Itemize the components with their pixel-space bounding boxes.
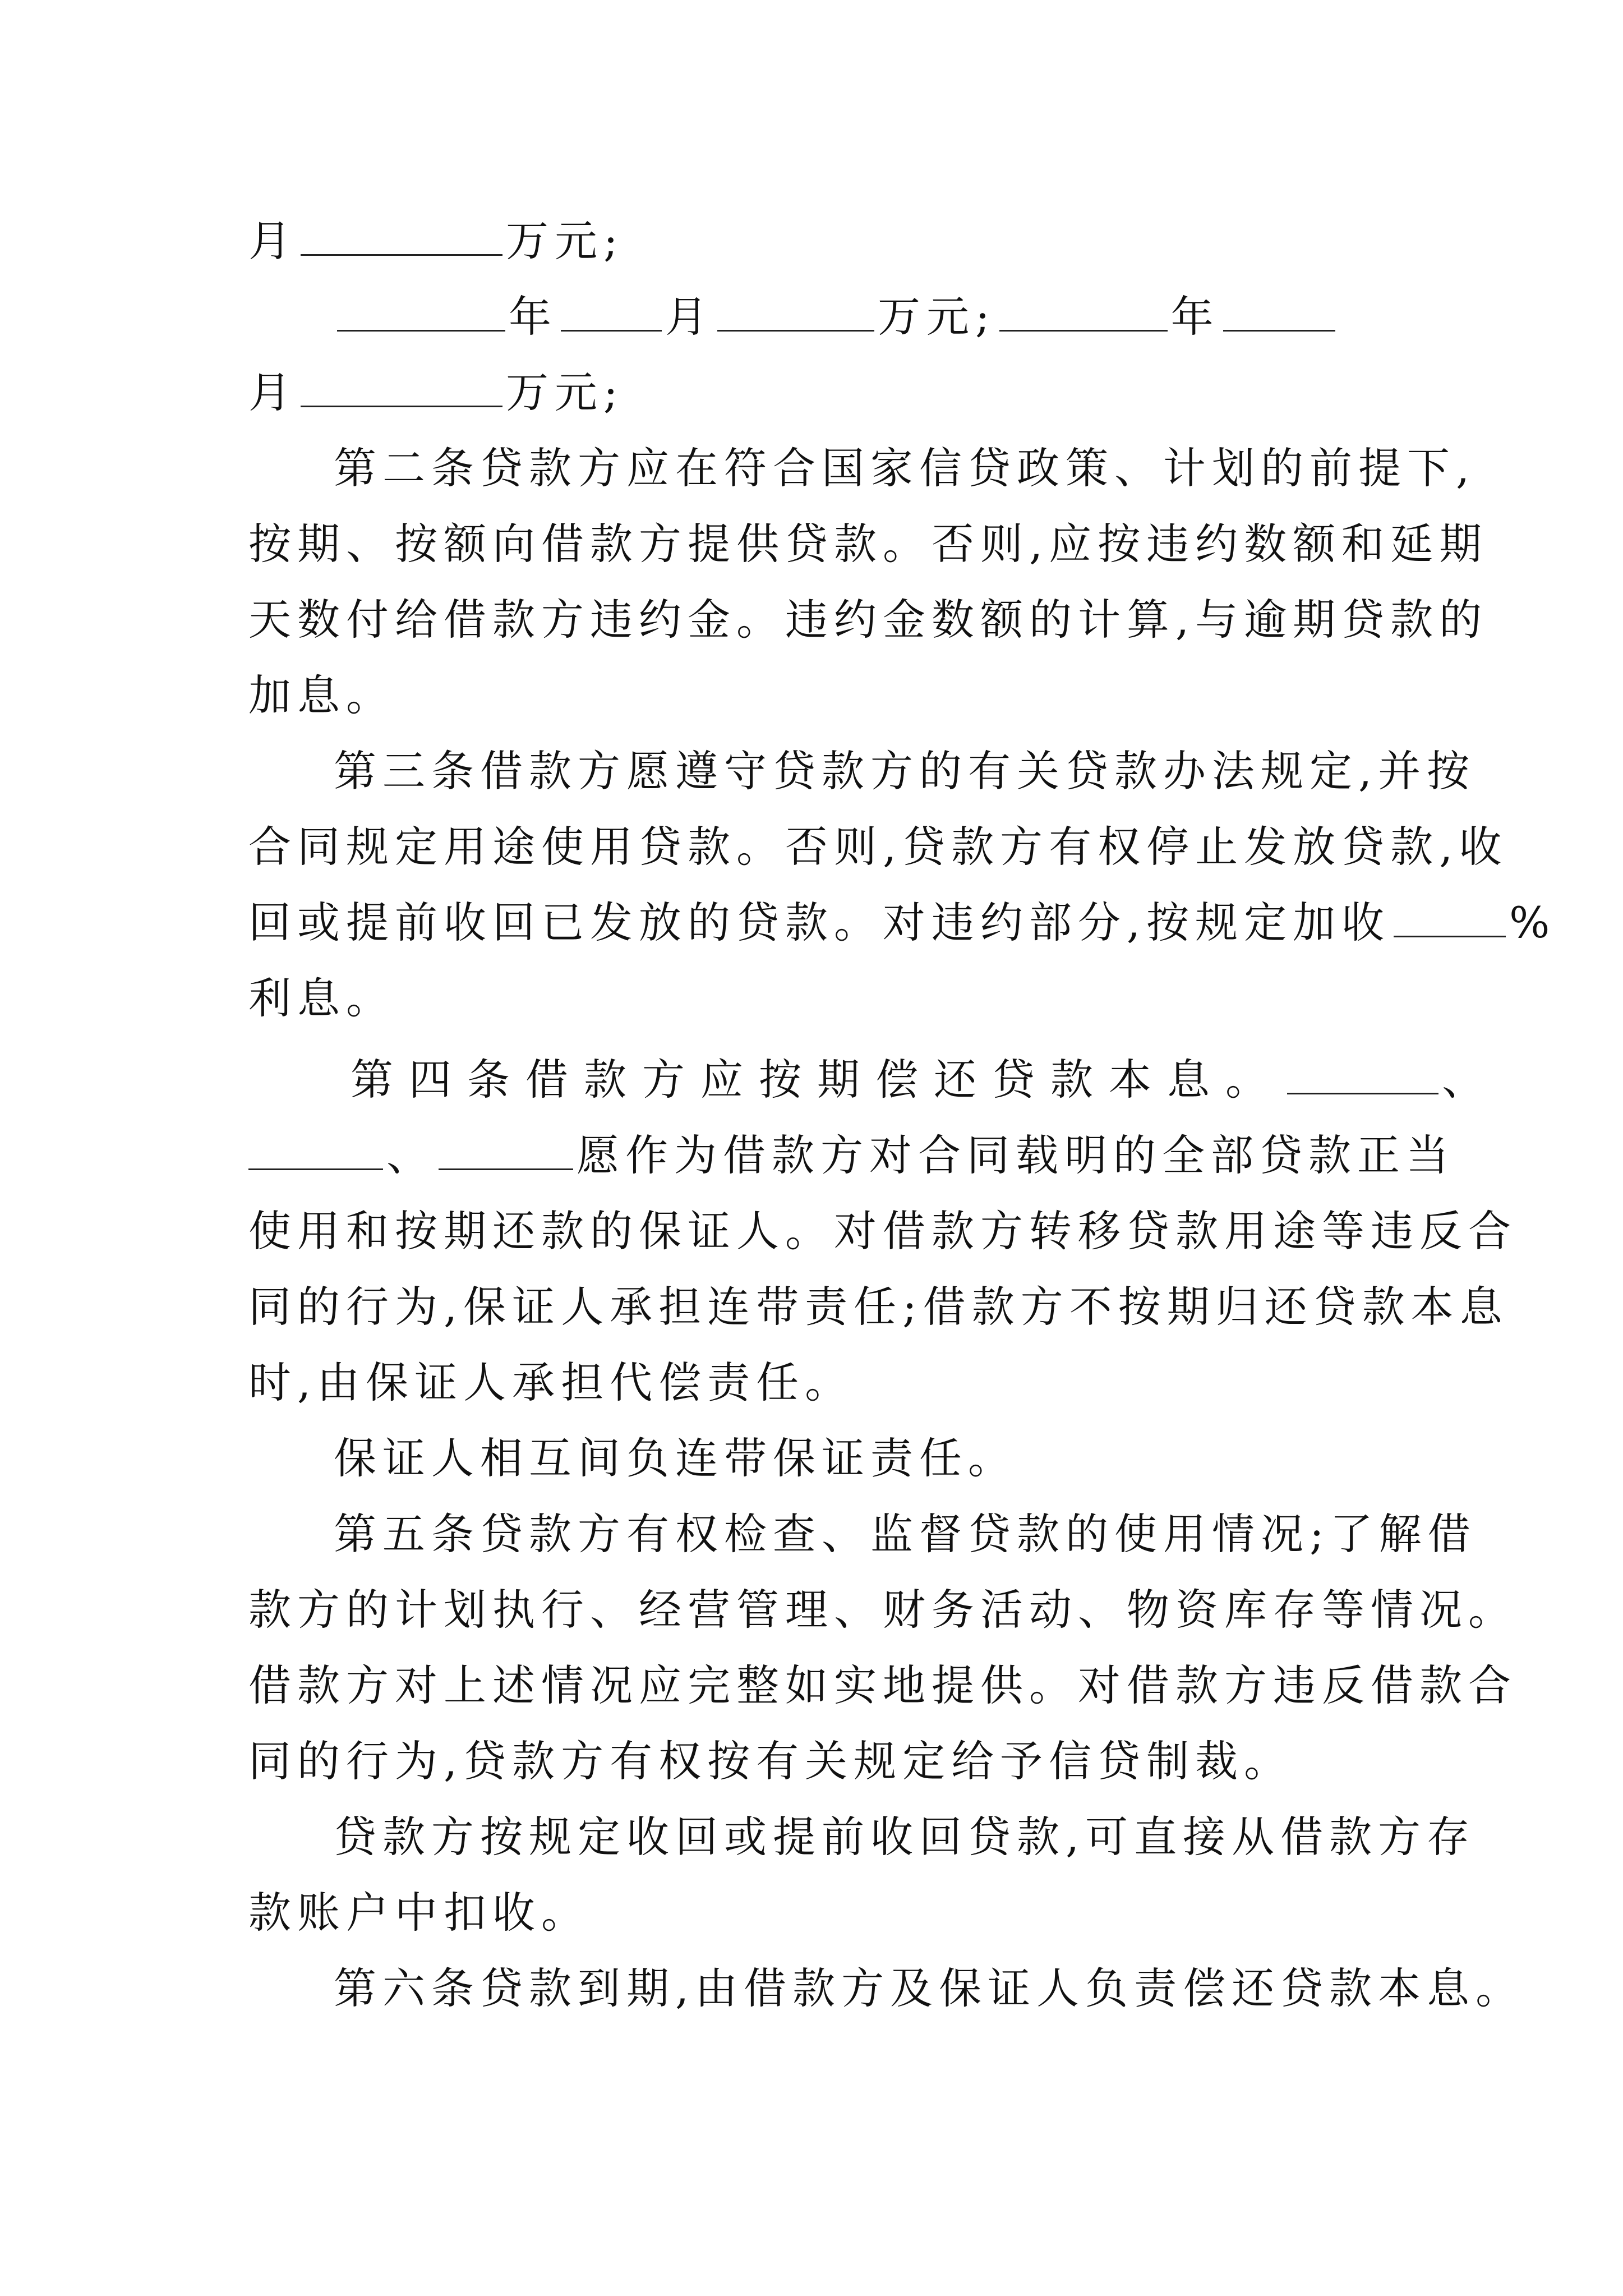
paragraph-line: 借款方对上述情况应完整如实地提供。对借款方违反借款合	[248, 1660, 1517, 1710]
blank-field[interactable]	[1394, 894, 1506, 937]
text-line	[248, 208, 1376, 275]
text-segment: 万元;	[878, 292, 996, 342]
text-segment: 第四条借款方应按期偿还贷款本息。	[351, 1055, 1284, 1105]
paragraph-line: 同的行为,贷款方有权按有关规定给予信贷制裁。	[248, 1736, 1293, 1786]
blank-field[interactable]	[1223, 288, 1335, 332]
blank-field[interactable]	[717, 288, 874, 332]
paragraph-line: 贷款方按规定收回或提前收回贷款,可直接从借款方存	[334, 1812, 1476, 1862]
paragraph-line: 合同规定用途使用贷款。否则,贷款方有权停止发放贷款,收	[248, 822, 1508, 872]
text-line	[351, 1046, 1500, 1114]
text-segment: 愿作为借款方对合同载明的全部贷款正当	[577, 1130, 1455, 1180]
text-line	[248, 889, 1556, 956]
paragraph-line: 按期、按额向借款方提供贷款。否则,应按违约数额和延期	[248, 519, 1488, 569]
paragraph-line: 第三条借款方愿遵守贷款方的有关贷款办法规定,并按	[334, 746, 1476, 796]
text-line	[334, 283, 1376, 351]
paragraph-line: 款账户中扣收。	[248, 1888, 590, 1938]
paragraph-line: 第五条贷款方有权检查、监督贷款的使用情况;了解借	[334, 1509, 1477, 1559]
paragraph-line: 天数付给借款方违约金。违约金数额的计算,与逾期贷款的	[248, 595, 1488, 645]
blank-field[interactable]	[337, 288, 505, 332]
text-segment: 、	[1442, 1055, 1500, 1105]
text-segment: %	[1509, 898, 1556, 947]
text-segment: 月	[248, 216, 297, 266]
blank-field[interactable]	[999, 288, 1168, 332]
blank-field[interactable]	[301, 364, 502, 407]
text-segment: 月	[665, 292, 714, 342]
paragraph-line: 保证人相互间负连带保证责任。	[334, 1433, 1017, 1483]
paragraph-line: 款方的计划执行、经营管理、财务活动、物资库存等情况。	[248, 1585, 1517, 1635]
text-segment: 年	[509, 292, 557, 342]
blank-field[interactable]	[301, 213, 502, 256]
text-segment: 年	[1170, 292, 1220, 342]
text-segment: 、	[386, 1130, 435, 1180]
text-segment: 万元;	[506, 367, 624, 417]
text-segment: 回或提前收回已发放的贷款。对违约部分,按规定加收	[248, 898, 1391, 947]
paragraph-line: 使用和按期还款的保证人。对借款方转移贷款用途等违反合	[248, 1206, 1517, 1256]
text-segment: 月	[248, 367, 297, 417]
blank-field[interactable]	[248, 1127, 383, 1170]
blank-field[interactable]	[439, 1127, 573, 1170]
blank-field[interactable]	[1287, 1051, 1438, 1094]
paragraph-line: 第二条贷款方应在符合国家信贷政策、计划的前提下,	[334, 443, 1476, 493]
paragraph-line: 第六条贷款到期,由借款方及保证人负责偿还贷款本息。	[334, 1963, 1525, 2013]
text-segment: 万元;	[506, 216, 624, 266]
paragraph-line: 利息。	[248, 973, 395, 1023]
paragraph-line: 加息。	[248, 670, 395, 720]
text-line	[248, 1122, 1455, 1189]
paragraph-line: 同的行为,保证人承担连带责任;借款方不按期归还贷款本息	[248, 1282, 1509, 1332]
paragraph-line: 时,由保证人承担代偿责任。	[248, 1358, 854, 1407]
text-line	[248, 359, 1376, 426]
blank-field[interactable]	[561, 288, 662, 332]
